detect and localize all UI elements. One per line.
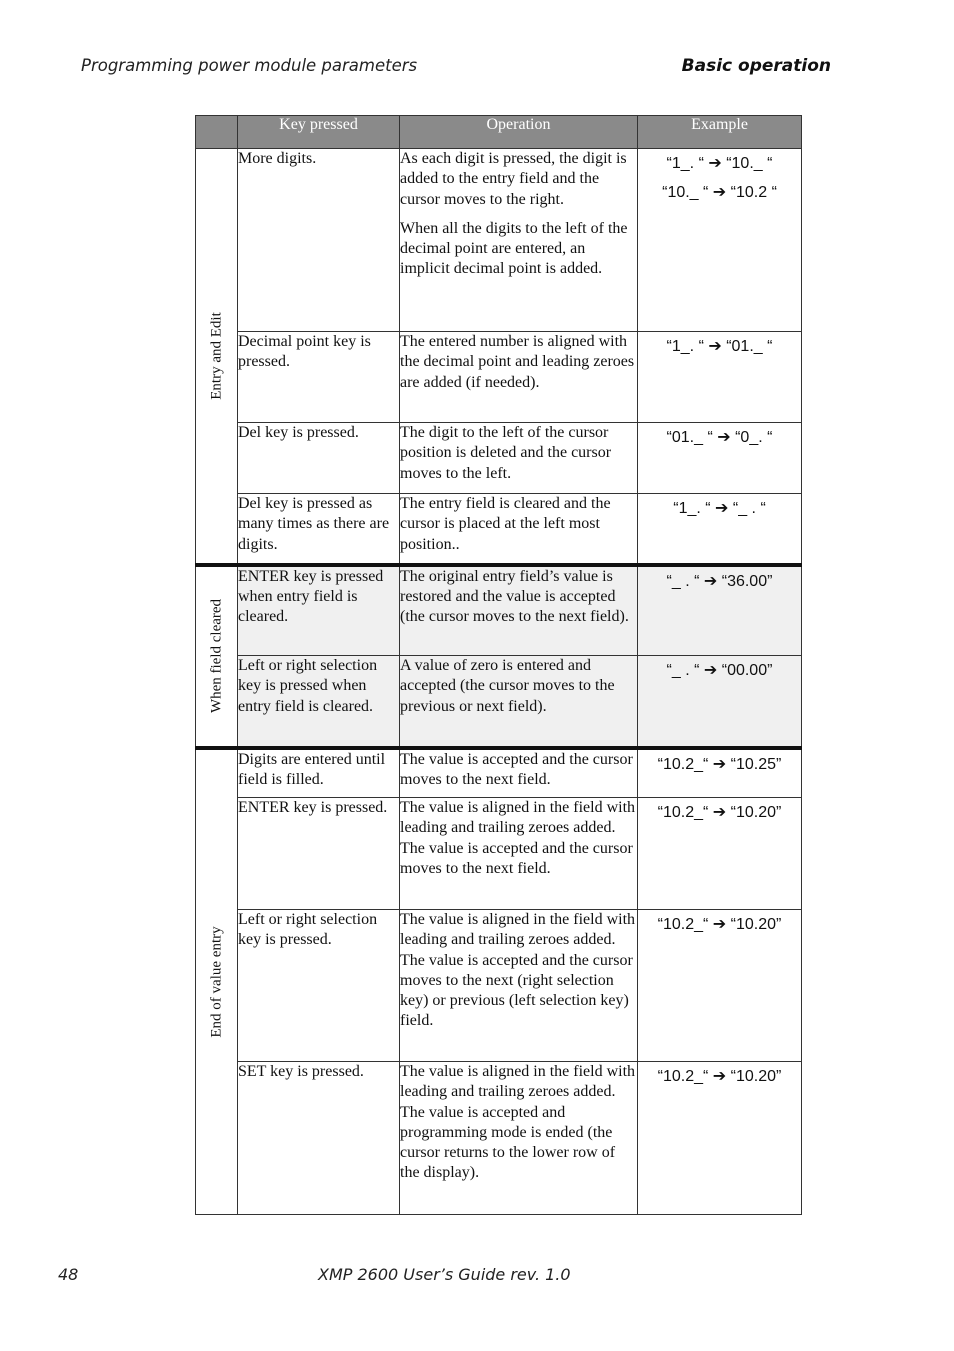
running-header-chapter: Basic operation bbox=[681, 56, 831, 76]
column-header-key: Key pressed bbox=[238, 116, 400, 149]
example-value: “10.2_“ ➔ “10.25” bbox=[657, 755, 782, 773]
page-number: 48 bbox=[58, 1265, 79, 1284]
key-pressed-cell: Decimal point key is pressed. bbox=[238, 332, 400, 423]
table-row bbox=[196, 656, 802, 748]
operation-paragraph: A value of zero is entered and accepted (the cursor moves to the previous or next field). bbox=[400, 657, 615, 715]
row-group-label-cell bbox=[196, 149, 238, 565]
operation-paragraph: The value is aligned in the field with leading and trailing zeroes added. The value is accepted and the cursor moves to the next field. bbox=[400, 799, 636, 877]
operation-cell bbox=[400, 565, 638, 656]
header-blank-cell bbox=[196, 116, 238, 149]
example-cell bbox=[638, 494, 802, 565]
table-row bbox=[196, 149, 802, 332]
table-row bbox=[196, 910, 802, 1062]
table-body bbox=[196, 149, 802, 1215]
operation-paragraph: The entry field is cleared and the cursor is placed at the left most position.. bbox=[400, 495, 611, 553]
column-header-example: Example bbox=[638, 116, 802, 149]
example-cell bbox=[638, 565, 802, 656]
operation-cell bbox=[400, 494, 638, 565]
operation-cell bbox=[400, 423, 638, 494]
operation-cell bbox=[400, 332, 638, 423]
operation-cell bbox=[400, 1062, 638, 1215]
example-value: “01._ “ ➔ “0_. “ bbox=[666, 429, 773, 446]
example-value: “1_. “ ➔ “10._ “ bbox=[666, 155, 773, 172]
table-row bbox=[196, 494, 802, 565]
row-group-label: When field cleared bbox=[208, 598, 224, 714]
key-pressed-cell: Del key is pressed. bbox=[238, 423, 400, 494]
table-row bbox=[196, 565, 802, 656]
key-pressed-cell: Digits are entered until field is filled. bbox=[238, 748, 400, 798]
key-pressed-cell: ENTER key is pressed when entry field is cleared. bbox=[238, 565, 400, 656]
example-value: “_ . “ ➔ “00.00” bbox=[666, 662, 773, 679]
operation-paragraph: The original entry field’s value is restored and the value is accepted (the cursor moves to the next field). bbox=[400, 567, 629, 626]
example-value: “10.2_“ ➔ “10.20” bbox=[657, 916, 782, 933]
key-pressed-cell: SET key is pressed. bbox=[238, 1062, 400, 1215]
key-pressed-cell: Left or right selection key is pressed when entry field is cleared. bbox=[238, 656, 400, 748]
example-cell bbox=[638, 423, 802, 494]
row-group-label-cell bbox=[196, 748, 238, 1215]
example-cell bbox=[638, 748, 802, 798]
operation-paragraph: The value is aligned in the field with leading and trailing zeroes added. The value is accepted and programming mode is ended (the cursor returns to the lower row of the display). bbox=[400, 1063, 636, 1182]
example-value: “10._ “ ➔ “10.2 “ bbox=[662, 184, 777, 201]
key-pressed-cell: More digits. bbox=[238, 149, 400, 332]
key-pressed-cell: Left or right selection key is pressed. bbox=[238, 910, 400, 1062]
example-cell bbox=[638, 798, 802, 910]
table-row bbox=[196, 798, 802, 910]
table-row bbox=[196, 423, 802, 494]
example-value: “10.2_“ ➔ “10.20” bbox=[657, 1068, 782, 1085]
example-cell bbox=[638, 1062, 802, 1215]
operation-paragraph: The entered number is aligned with the decimal point and leading zeroes are added (if needed). bbox=[400, 333, 635, 391]
operation-cell bbox=[400, 910, 638, 1062]
operation-paragraph: The value is aligned in the field with leading and trailing zeroes added. The value is accepted and the cursor moves to the next (right selection key) or previous (left selection key) field. bbox=[400, 911, 636, 1030]
operation-paragraph: The digit to the left of the cursor position is deleted and the cursor moves to the left. bbox=[400, 424, 612, 482]
example-cell bbox=[638, 332, 802, 423]
document-title-footer: XMP 2600 User’s Guide rev. 1.0 bbox=[318, 1265, 571, 1284]
example-cell bbox=[638, 656, 802, 748]
operation-paragraph: When all the digits to the left of the decimal point are entered, an implicit decimal point is added. bbox=[400, 219, 628, 278]
example-value: “1_. “ ➔ “01._ “ bbox=[666, 338, 773, 355]
row-group-label-cell bbox=[196, 565, 238, 748]
operation-paragraph: The value is accepted and the cursor moves to the next field. bbox=[400, 750, 633, 788]
key-operation-table bbox=[195, 115, 802, 1215]
example-value: “1_. “ ➔ “_ . “ bbox=[673, 500, 766, 517]
example-cell bbox=[638, 910, 802, 1062]
row-group-label: End of value entry bbox=[208, 926, 224, 1038]
operation-cell bbox=[400, 656, 638, 748]
key-pressed-cell: ENTER key is pressed. bbox=[238, 798, 400, 910]
row-group-label: Entry and Edit bbox=[208, 312, 224, 400]
running-header-section: Programming power module parameters bbox=[81, 56, 418, 75]
operation-cell bbox=[400, 149, 638, 332]
example-value: “10.2_“ ➔ “10.20” bbox=[657, 804, 782, 821]
operation-cell bbox=[400, 748, 638, 798]
column-header-operation: Operation bbox=[400, 116, 638, 149]
example-cell bbox=[638, 149, 802, 332]
table-row bbox=[196, 748, 802, 798]
operation-cell bbox=[400, 798, 638, 910]
table-row bbox=[196, 1062, 802, 1215]
table-header-row bbox=[196, 116, 802, 149]
example-value: “_ . “ ➔ “36.00” bbox=[666, 572, 773, 590]
key-pressed-cell: Del key is pressed as many times as there are digits. bbox=[238, 494, 400, 565]
operation-paragraph: As each digit is pressed, the digit is added to the entry field and the cursor moves to the right. bbox=[400, 150, 627, 208]
table-row bbox=[196, 332, 802, 423]
